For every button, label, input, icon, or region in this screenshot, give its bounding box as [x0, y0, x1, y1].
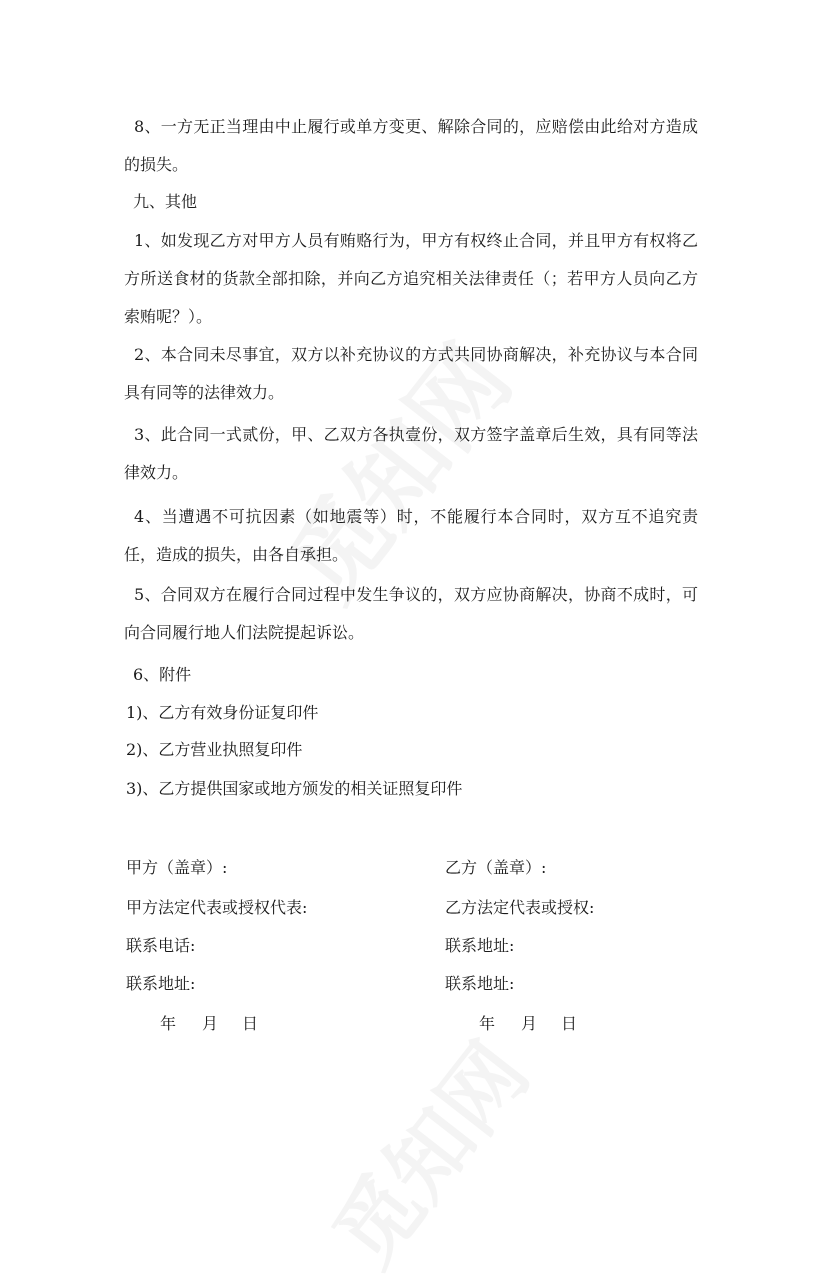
item-1: 1、如发现乙方对甲方人员有贿赂行为，甲方有权终止合同，并且甲方有权将乙方所送食材的货款全部扣除，并向乙方追究相关法律责任（；若甲方人员向乙方索贿呢？）。	[124, 231, 698, 326]
item-5: 5、合同双方在履行合同过程中发生争议的，双方应协商解决，协商不成时，可向合同履行地人们法院提起诉讼。	[124, 585, 698, 642]
date-day: 日	[561, 1014, 578, 1033]
party-a-representative: 甲方法定代表或授权代表:	[126, 898, 308, 917]
party-a-address: 联系地址:	[126, 974, 196, 993]
attachment-item: 2)、乙方营业执照复印件	[126, 740, 303, 759]
date-year: 年	[479, 1014, 496, 1033]
party-a-date	[160, 1012, 258, 1036]
attachments-title: 6、附件	[133, 665, 192, 684]
party-b-seal: 乙方（盖章）:	[445, 858, 547, 877]
date-day: 日	[242, 1014, 259, 1033]
item-3: 3、此合同一式贰份，甲、乙双方各执壹份，双方签字盖章后生效，具有同等法律效力。	[124, 425, 698, 482]
party-a-phone: 联系电话:	[126, 936, 196, 955]
party-a-seal: 甲方（盖章）:	[126, 858, 228, 877]
item-2: 2、本合同未尽事宜，双方以补充协议的方式共同协商解决，补充协议与本合同具有同等的法律效力。	[124, 345, 698, 402]
party-b-representative: 乙方法定代表或授权:	[445, 898, 595, 917]
date-month: 月	[521, 1014, 538, 1033]
item-4: 4、当遭遇不可抗因素（如地震等）时，不能履行本合同时，双方互不追究责任，造成的损失，由各自承担。	[124, 507, 698, 564]
attachment-item: 1)、乙方有效身份证复印件	[126, 703, 319, 722]
clause-8: 8、一方无正当理由中止履行或单方变更、解除合同的，应赔偿由此给对方造成的损失。	[124, 117, 698, 174]
party-b-address: 联系地址:	[445, 974, 515, 993]
date-year: 年	[160, 1014, 177, 1033]
watermark	[301, 1014, 552, 1287]
party-b-date	[479, 1012, 577, 1036]
attachment-item: 3)、乙方提供国家或地方颁发的相关证照复印件	[126, 779, 463, 798]
section-9-title: 九、其他	[133, 192, 198, 211]
party-b-address: 联系地址:	[445, 936, 515, 955]
date-month: 月	[202, 1014, 219, 1033]
